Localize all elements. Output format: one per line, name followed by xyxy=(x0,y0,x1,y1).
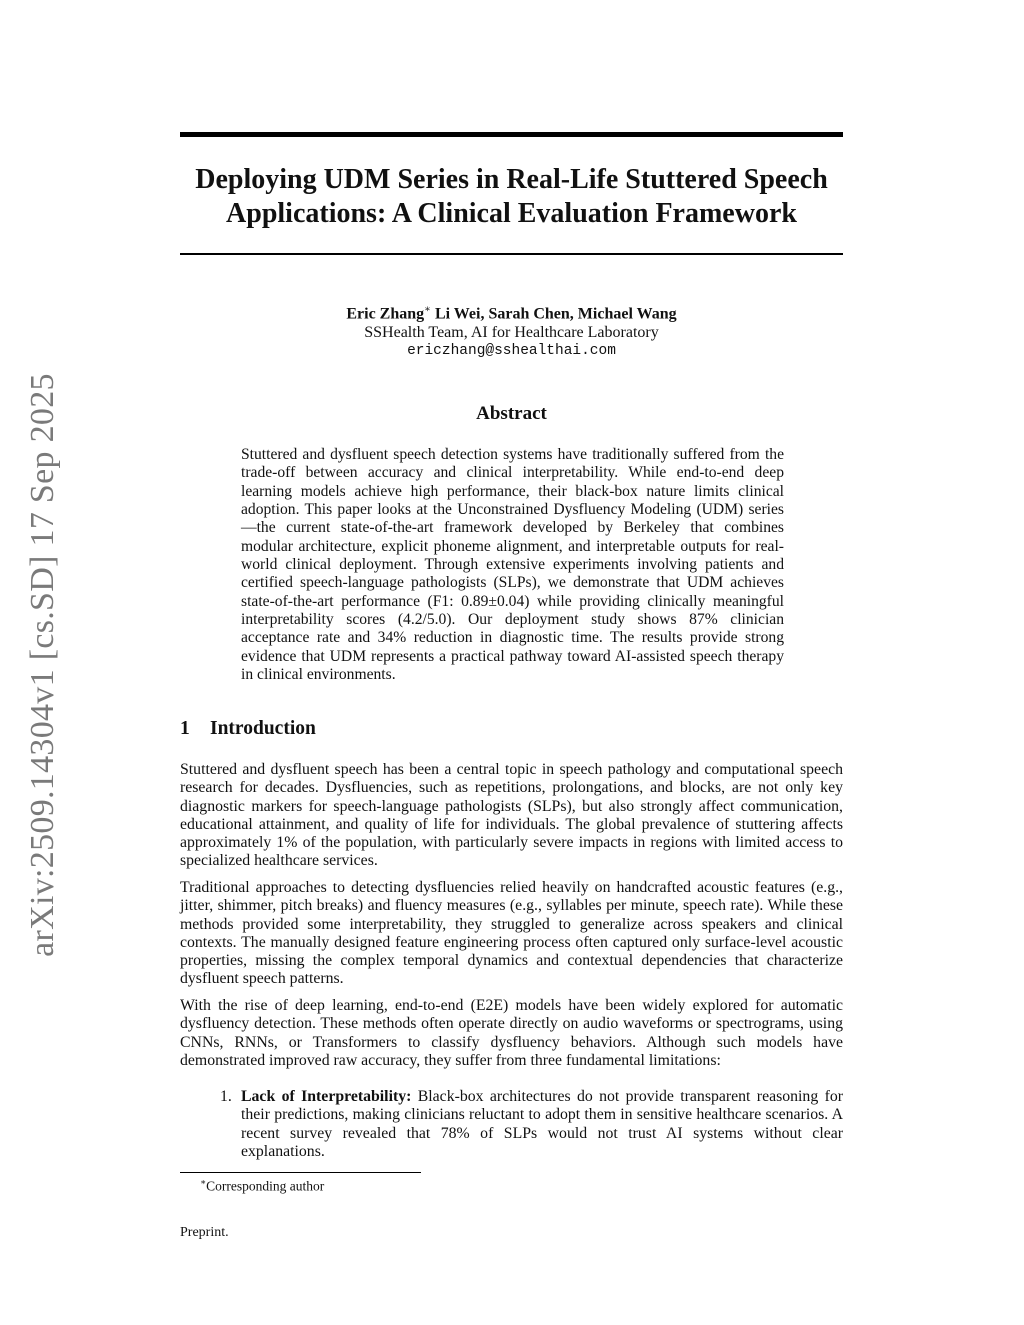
arxiv-identifier-text: arXiv:2509.14304v1 [cs.SD] 17 Sep 2025 xyxy=(24,373,61,957)
section-title: Introduction xyxy=(210,718,316,739)
author-email: ericzhang@sshealthai.com xyxy=(407,343,616,360)
title-line-1: Deploying UDM Series in Real-Life Stuttered Speech xyxy=(195,164,828,195)
section-number: 1 xyxy=(180,718,190,739)
first-author: Eric Zhang xyxy=(346,305,425,323)
title-top-rule xyxy=(180,132,843,137)
preprint-label: Preprint. xyxy=(180,1225,229,1240)
list-item xyxy=(180,1088,843,1161)
body-paragraph: Traditional approaches to detecting dysfluencies relied heavily on handcrafted acoustic features (e.g., jitter, shimmer, pitch breaks) and fluency measures (e.g., syllables per minute, speech rate). While these methods provided some interpretability, they struggled to generalize across speakers and clinical contexts. The manually designed feature engineering process often captured only surface-level acoustic properties, missing the complex temporal dynamics and contextual dependencies that characterize dysfluent speech patterns. xyxy=(180,879,843,988)
footnote-text: Corresponding author xyxy=(206,1178,325,1194)
title-line-2: Applications: A Clinical Evaluation Framework xyxy=(226,198,797,229)
footnote-rule xyxy=(180,1172,421,1173)
footnote xyxy=(200,1177,324,1195)
abstract-text: Stuttered and dysfluent speech detection systems have traditionally suffered from the trade-off between accuracy and clinical interpretability. While end-to-end deep learning models achieve high performance, their black-box nature limits clinical adoption. This paper looks at the Unconstrained Dysfluency Modeling (UDM) series—the current state-of-the-art framework developed by Berkeley that combines modular architecture, explicit phoneme alignment, and interpretable outputs for real-world clinical deployment. Through extensive experiments involving patients and certified speech-language pathologists (SLPs), we demonstrate that UDM achieves state-of-the-art performance (F1: 0.89±0.04) while providing clinically meaningful interpretability scores (4.2/5.0). Our deployment study shows 87% clinician acceptance rate and 34% reduction in diagnostic time. The results provide strong evidence that UDM represents a practical pathway toward AI-assisted speech therapy in clinical environments. xyxy=(241,446,784,684)
corresponding-mark: ∗ xyxy=(424,304,431,315)
paper-title xyxy=(180,163,843,231)
arxiv-identifier xyxy=(14,375,72,955)
other-authors: Li Wei, Sarah Chen, Michael Wang xyxy=(430,305,677,323)
list-item-text: Black-box architectures do not provide transparent reasoning for their predictions, making clinicians reluctant to adopt them in sensitive healthcare scenarios. A recent survey revealed that 78% of SLPs would not trust AI systems without clear explanations. xyxy=(241,1088,843,1160)
abstract-heading: Abstract xyxy=(476,403,547,424)
list-item-lead: Lack of Interpretability: xyxy=(241,1088,412,1105)
footnote-mark: ∗ xyxy=(200,1177,207,1187)
body-paragraph: With the rise of deep learning, end-to-end (E2E) models have been widely explored for automatic dysfluency detection. These methods often operate directly on audio waveforms or spectrograms, using CNNs, RNNs, or Transformers to classify dysfluency behaviors. Although such models have demonstrated improved raw accuracy, they suffer from three fundamental limitations: xyxy=(180,997,843,1069)
author-block xyxy=(180,300,843,361)
author-names xyxy=(180,300,843,323)
section-heading xyxy=(180,718,316,740)
body-paragraph: Stuttered and dysfluent speech has been a central topic in speech pathology and computational speech research for decades. Dysfluencies, such as repetitions, prolongations, and blocks, are not only key diagnostic markers for speech-language pathologists (SLPs), but also strongly affect communication, educational attainment, and quality of life for individuals. The global prevalence of stuttering affects approximately 1% of the population, with particularly severe impacts in regions with limited access to specialized healthcare services. xyxy=(180,761,843,870)
limitations-list xyxy=(180,1088,843,1161)
title-bottom-rule xyxy=(180,253,843,255)
affiliation: SSHealth Team, AI for Healthcare Laboratory xyxy=(364,324,659,342)
list-item-marker: 1. xyxy=(220,1088,232,1105)
